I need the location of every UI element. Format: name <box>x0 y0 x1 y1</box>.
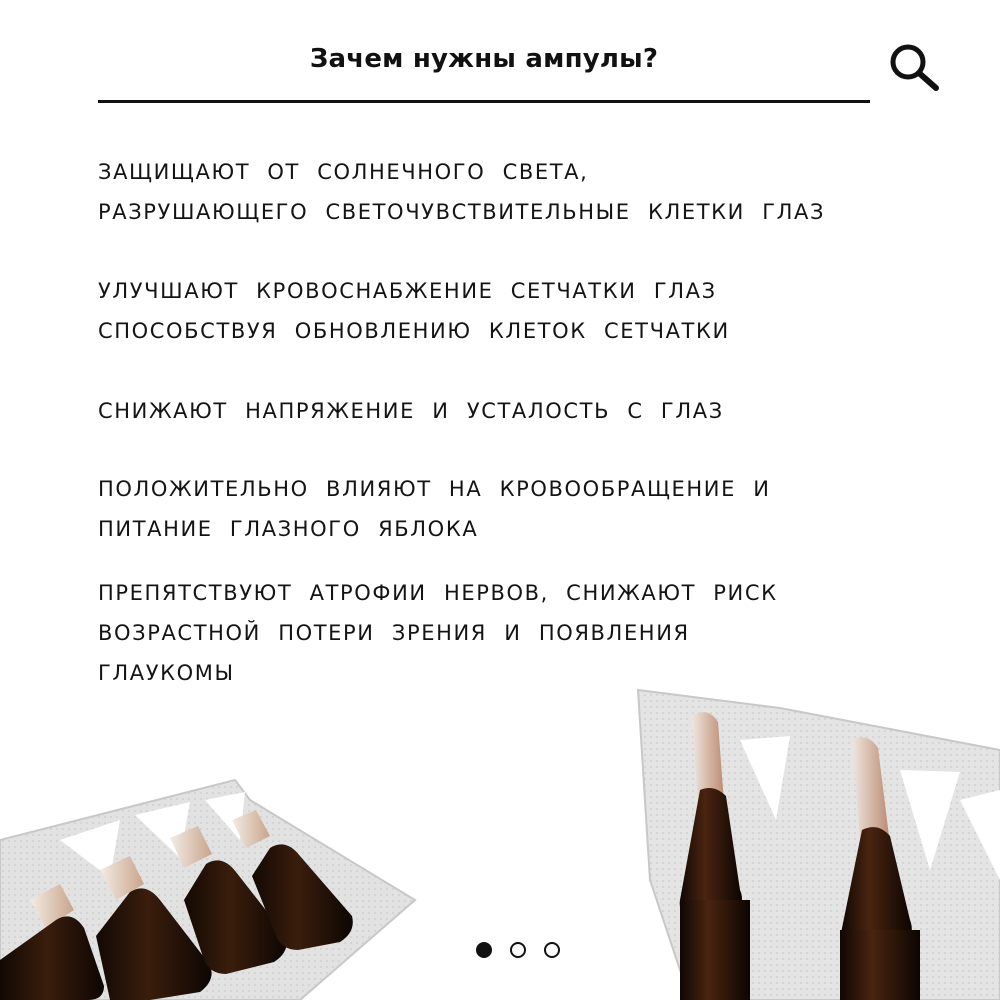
ampoule-blister-image-right <box>630 680 1000 1000</box>
benefit-line: ПРЕПЯТСТВУЮТ АТРОФИИ НЕРВОВ, СНИЖАЮТ РИСК <box>98 581 778 605</box>
title-underline <box>98 100 870 103</box>
benefit-line: УЛУЧШАЮТ КРОВОСНАБЖЕНИЕ СЕТЧАТКИ ГЛАЗ <box>98 279 717 303</box>
benefit-line: СПОСОБСТВУЯ ОБНОВЛЕНИЮ КЛЕТОК СЕТЧАТКИ <box>98 319 730 343</box>
ampoule-blister-image-left <box>0 760 420 1000</box>
benefit-line: ГЛАУКОМЫ <box>98 661 235 685</box>
benefit-item <box>98 391 898 431</box>
search-button[interactable] <box>886 40 942 96</box>
benefit-line: СНИЖАЮТ НАПРЯЖЕНИЕ И УСТАЛОСТЬ С ГЛАЗ <box>98 399 724 423</box>
carousel-pagination <box>474 940 570 960</box>
benefit-line: ЗАЩИЩАЮТ ОТ СОЛНЕЧНОГО СВЕТА, <box>98 160 589 184</box>
benefit-line: ПОЛОЖИТЕЛЬНО ВЛИЯЮТ НА КРОВООБРАЩЕНИЕ И <box>98 477 771 501</box>
carousel-dot-1[interactable] <box>476 942 492 958</box>
benefit-line: ВОЗРАСТНОЙ ПОТЕРИ ЗРЕНИЯ И ПОЯВЛЕНИЯ <box>98 621 690 645</box>
benefit-item <box>98 271 898 351</box>
carousel-dot-2[interactable] <box>510 942 526 958</box>
carousel-dot-3[interactable] <box>544 942 560 958</box>
benefit-item <box>98 469 898 549</box>
benefit-line: РАЗРУШАЮЩЕГО СВЕТОЧУВСТВИТЕЛЬНЫЕ КЛЕТКИ ГЛАЗ <box>98 200 826 224</box>
benefit-item <box>98 152 898 232</box>
page-title: Зачем нужны ампулы? <box>309 44 659 74</box>
search-icon <box>886 40 942 96</box>
benefit-item <box>98 573 898 693</box>
benefits-list <box>98 152 898 693</box>
benefit-line: ПИТАНИЕ ГЛАЗНОГО ЯБЛОКА <box>98 517 479 541</box>
